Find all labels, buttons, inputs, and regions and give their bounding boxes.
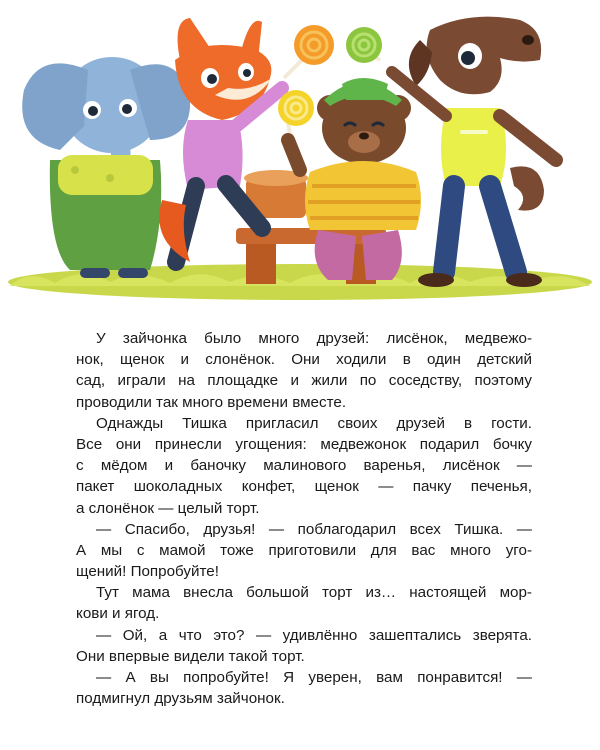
- text-line: с мёдом и баночку малинового варенья, лисёнок —: [76, 457, 532, 475]
- text-line: а слонёнок — целый торт.: [76, 499, 260, 517]
- puppy: [392, 17, 556, 287]
- text-line: Однажды Тишка пригласил своих друзей в гости.: [96, 414, 532, 432]
- text-line: нок, щенок и слонёнок. Они ходили в один детский: [76, 351, 532, 369]
- text-line: — Спасибо, друзья! — поблагодарил всех Тишка. —: [96, 520, 532, 538]
- text-line: Они впервые видели такой торт.: [76, 647, 305, 665]
- text-line: подмигнул друзьям зайчонок.: [76, 690, 285, 708]
- text-line: — А вы попробуйте! Я уверен, вам понравится! —: [96, 669, 532, 686]
- fox: [159, 18, 282, 262]
- lollipop-green: [346, 27, 382, 63]
- text-line: — Ой, а что это? — удивлённо зашептались зверята.: [96, 626, 532, 644]
- paragraph: [76, 413, 532, 519]
- lollipop-orange: [284, 25, 334, 78]
- paragraph: [76, 519, 532, 583]
- text-line: пакет шоколадных конфет, щенок — пачку печенья,: [76, 478, 532, 496]
- text-line: щений! Попробуйте!: [76, 563, 219, 581]
- paragraph: [76, 625, 532, 667]
- text-line: А мы с мамой тоже приготовили для вас много уго-: [76, 541, 532, 559]
- text-line: Тут мама внесла большой торт из… настоящей мор-: [96, 584, 532, 602]
- illustration: [0, 0, 600, 310]
- elephant: [22, 57, 190, 278]
- text-line: У зайчонка было много друзей: лисёнок, медвежо-: [96, 330, 532, 347]
- text-line: сад, играли на площадке и жили по соседству, поэтому: [76, 372, 532, 390]
- paragraph: [76, 667, 532, 709]
- paragraph: [76, 328, 532, 413]
- paragraph: [76, 582, 532, 624]
- story-text: [76, 328, 532, 709]
- text-line: проводили так много времени вместе.: [76, 393, 347, 411]
- text-line: Все они принесли угощения: медвежонок подарил бочку: [76, 435, 532, 453]
- text-line: кови и ягод.: [76, 605, 160, 623]
